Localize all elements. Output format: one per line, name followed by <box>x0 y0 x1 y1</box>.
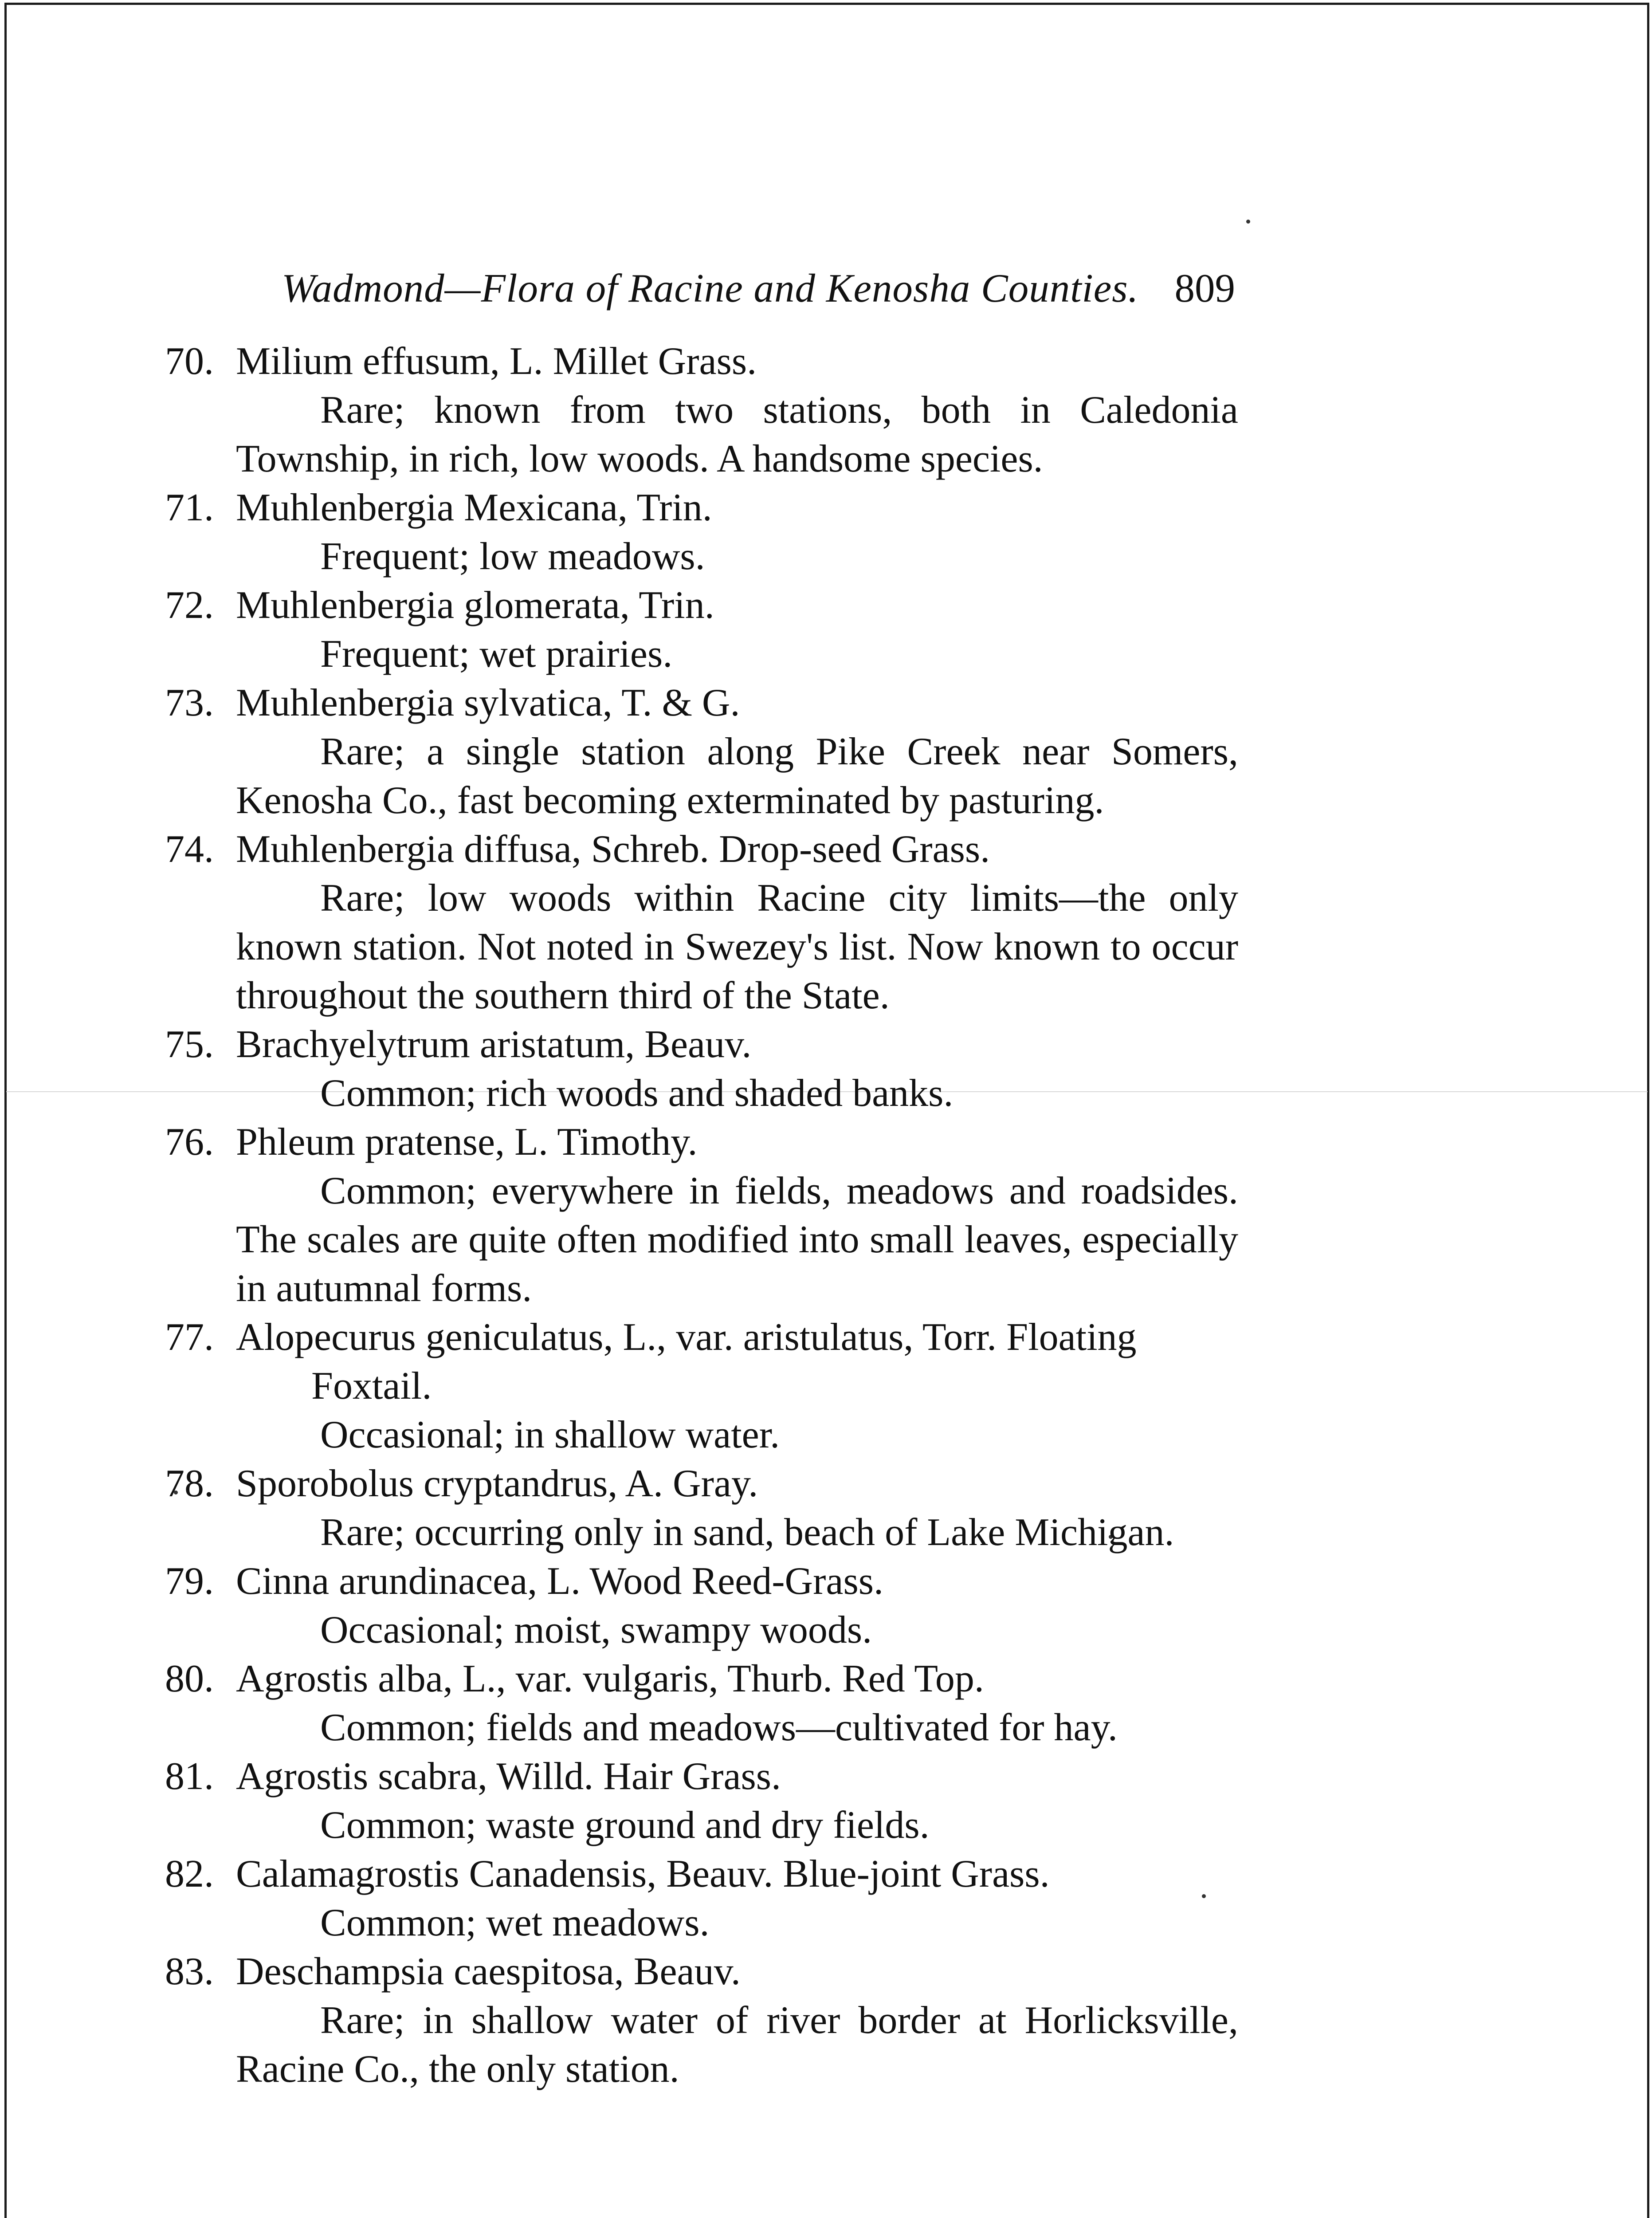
species-name: Muhlenbergia Mexicana, Trin. <box>236 486 712 529</box>
species-entry-77 <box>165 1313 1238 1459</box>
species-description: Frequent; wet prairies. <box>320 633 673 676</box>
page-header <box>282 260 1235 317</box>
species-description: Rare; a single station along Pike Creek near Somers, Kenosha Co., fast becoming exterminated by pasturing. <box>236 730 1238 822</box>
species-entry-82 <box>165 1850 1238 1947</box>
entry-number: 77. <box>165 1316 214 1359</box>
species-description: Rare; known from two stations, both in Caledonia Township, in rich, low woods. A handsome species. <box>236 389 1238 480</box>
entry-heading <box>165 1947 1238 1996</box>
entry-heading <box>165 1118 1238 1167</box>
species-description: Occasional; moist, swampy woods. <box>320 1608 872 1652</box>
entry-heading <box>165 581 1238 630</box>
page-number: 809 <box>1174 266 1235 311</box>
entry-number: 78. <box>165 1462 214 1505</box>
species-name: Muhlenbergia diffusa, Schreb. Drop-seed Grass. <box>236 828 990 871</box>
species-description: Common; everywhere in fields, meadows and roadsides. The scales are quite often modified into small leaves, especially in autumnal forms. <box>236 1169 1238 1310</box>
entry-heading <box>165 1850 1238 1899</box>
entry-number: 71. <box>165 486 214 529</box>
species-name: Milium effusum, L. Millet Grass. <box>236 340 757 383</box>
species-name: Sporobolus cryptandrus, A. Gray. <box>236 1462 758 1505</box>
entry-heading <box>165 484 1238 532</box>
entry-number: 72. <box>165 584 214 627</box>
species-description: Rare; in shallow water of river border at Horlicksville, Racine Co., the only station. <box>236 1999 1238 2091</box>
entry-heading <box>165 1655 1238 1703</box>
entry-heading <box>165 1752 1238 1801</box>
entry-heading <box>165 337 1238 386</box>
species-description: Common; rich woods and shaded banks. <box>320 1072 954 1115</box>
species-description: Common; waste ground and dry fields. <box>320 1804 930 1847</box>
entry-heading <box>165 1313 1238 1362</box>
species-name: Phleum pratense, L. Timothy. <box>236 1121 698 1164</box>
running-title: Wadmond—Flora of Racine and Kenosha Counties. <box>282 266 1139 311</box>
species-name: Cinna arundinacea, L. Wood Reed-Grass. <box>236 1560 883 1603</box>
species-entry-78 <box>165 1459 1238 1557</box>
species-entry-72 <box>165 581 1238 679</box>
species-name: Muhlenbergia sylvatica, T. & G. <box>236 681 740 724</box>
species-entry-76 <box>165 1118 1238 1313</box>
species-entry-70 <box>165 337 1238 484</box>
species-name: Agrostis alba, L., var. vulgaris, Thurb. Red Top. <box>236 1657 984 1700</box>
entry-number: 82. <box>165 1852 214 1896</box>
entry-number: 81. <box>165 1755 214 1798</box>
entry-number: 83. <box>165 1950 214 1993</box>
scan-speck <box>1246 220 1250 224</box>
species-name: Brachyelytrum aristatum, Beauv. <box>236 1023 752 1066</box>
entry-heading <box>165 1459 1238 1508</box>
species-name-continuation: Foxtail. <box>311 1365 432 1408</box>
entry-number: 76. <box>165 1121 214 1164</box>
species-list <box>165 337 1238 2094</box>
entry-number: 79. <box>165 1560 214 1603</box>
entry-heading <box>165 679 1238 728</box>
entry-number: 70. <box>165 340 214 383</box>
species-entry-83 <box>165 1947 1238 2094</box>
species-description: Rare; low woods within Racine city limits—the only known station. Not noted in Swezey's list. Now known to occur throughout the southern third of the State. <box>236 877 1238 1017</box>
species-entry-81 <box>165 1752 1238 1850</box>
species-name: Calamagrostis Canadensis, Beauv. Blue-joint Grass. <box>236 1852 1050 1896</box>
entry-number: 74. <box>165 828 214 871</box>
species-entry-79 <box>165 1557 1238 1655</box>
entry-heading <box>165 825 1238 874</box>
entry-number: 80. <box>165 1657 214 1700</box>
species-name: Alopecurus geniculatus, L., var. aristulatus, Torr. Floating <box>236 1316 1137 1359</box>
species-description: Occasional; in shallow water. <box>320 1413 780 1456</box>
species-description: Common; fields and meadows—cultivated for hay. <box>320 1706 1118 1749</box>
entry-heading <box>165 1557 1238 1606</box>
species-name: Deschampsia caespitosa, Beauv. <box>236 1950 741 1993</box>
entry-heading <box>165 1020 1238 1069</box>
species-name: Muhlenbergia glomerata, Trin. <box>236 584 714 627</box>
species-name: Agrostis scabra, Willd. Hair Grass. <box>236 1755 781 1798</box>
entry-number: 73. <box>165 681 214 724</box>
species-description: Common; wet meadows. <box>320 1901 710 1944</box>
species-entry-75 <box>165 1020 1238 1118</box>
species-entry-73 <box>165 679 1238 825</box>
species-entry-74 <box>165 825 1238 1020</box>
species-entry-80 <box>165 1655 1238 1752</box>
species-entry-71 <box>165 484 1238 581</box>
species-description: Frequent; low meadows. <box>320 535 705 578</box>
species-description: Rare; occurring only in sand, beach of Lake Michigan. <box>320 1511 1174 1554</box>
entry-number: 75. <box>165 1023 214 1066</box>
